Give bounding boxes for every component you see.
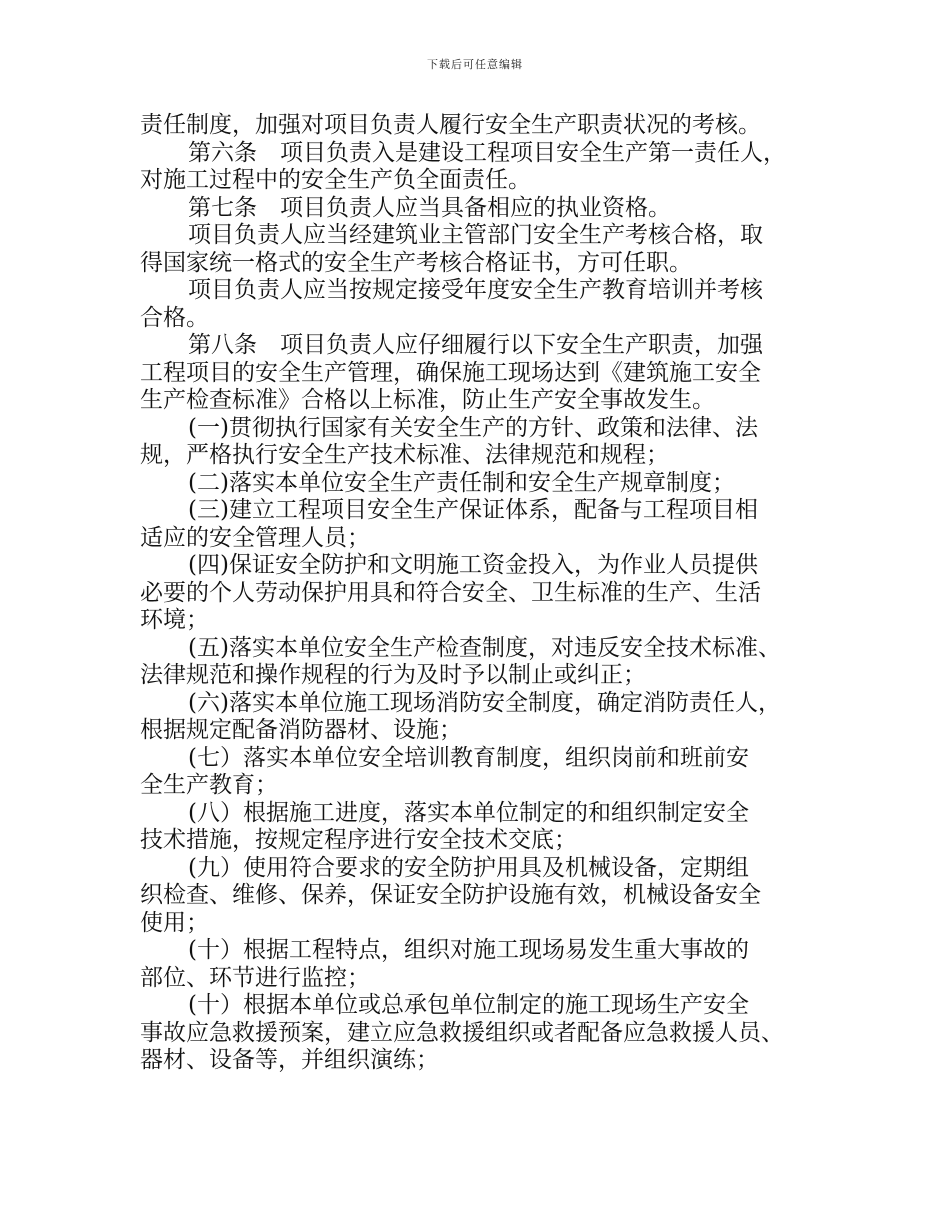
text-line: 必要的个人劳动保护用具和符合安全、卫生标准的生产、生活 xyxy=(140,579,761,606)
text-line: (八）根据施工进度，落实本单位制定的和组织制定安全 xyxy=(188,799,749,826)
text-line: 工程项目的安全生产管理，确保施工现场达到《建筑施工安全 xyxy=(140,359,761,386)
text-line: 法律规范和操作规程的行为及时予以制止或纠正； xyxy=(140,662,646,688)
text-line: (六)落实本单位施工现场消防安全制度，确定消防责任人， xyxy=(188,689,781,716)
text-line: 适应的安全管理人员； xyxy=(140,524,370,551)
text-line: (一)贯彻执行国家有关安全生产的方针、政策和法律、法 xyxy=(188,414,758,441)
text-line: 项目负责人应当按规定接受年度安全生产教育培训并考核 xyxy=(188,277,763,303)
text-line: 器材、设备等，并组织演练； xyxy=(140,1047,439,1073)
text-line: 第八条 项目负责人应仔细履行以下安全生产职责，加强 xyxy=(188,332,763,358)
text-line: (十）根据本单位或总承包单位制定的施工现场生产安全 xyxy=(188,992,749,1018)
text-line: 使用； xyxy=(140,909,209,936)
text-line: (五)落实本单位安全生产检查制度，对违反安全技术标准、 xyxy=(188,634,781,661)
text-line: 规，严格执行安全生产技术标准、法律规范和规程； xyxy=(140,442,669,468)
text-line: 项目负责人应当经建筑业主管部门安全生产考核合格，取 xyxy=(188,222,763,248)
text-line: 织检查、维修、保养，保证安全防护设施有效，机械设备安全 xyxy=(140,882,761,908)
text-line: (十）根据工程特点，组织对施工现场易发生重大事故的 xyxy=(188,937,749,963)
document-body xyxy=(140,112,830,1075)
text-line: (二)落实本单位安全生产责任制和安全生产规章制度； xyxy=(188,469,735,496)
text-line: (七）落实本单位安全培训教育制度，组织岗前和班前安 xyxy=(188,744,749,771)
text-line: 环境； xyxy=(140,607,209,633)
page-header: 下载后可任意编辑 xyxy=(427,58,523,71)
text-line: 第六条 项目负责入是建设工程项目安全生产第一责任人， xyxy=(188,139,786,166)
text-line: 技术措施，按规定程序进行安全技术交底； xyxy=(140,827,577,853)
text-line: 责任制度，加强对项目负责人履行安全生产职责状况的考核。 xyxy=(140,112,761,138)
text-line: 得国家统一格式的安全生产考核合格证书，方可任职。 xyxy=(140,249,692,276)
text-line: 对施工过程中的安全生产负全面责任。 xyxy=(140,167,531,193)
text-line: 事故应急救援预案，建立应急救援组织或者配备应急救援人员、 xyxy=(140,1019,784,1046)
text-line: (九）使用符合要求的安全防护用具及机械设备，定期组 xyxy=(188,854,749,881)
text-line: 合格。 xyxy=(140,304,209,331)
text-line: 部位、环节进行监控； xyxy=(140,964,370,991)
text-line: (三)建立工程项目安全生产保证体系，配备与工程项目相 xyxy=(188,497,758,523)
text-line: 第七条 项目负责人应当具备相应的执业资格。 xyxy=(188,194,671,221)
text-line: 根据规定配备消防器材、设施； xyxy=(140,717,462,743)
text-line: (四)保证安全防护和文明施工资金投入，为作业人员提供 xyxy=(188,552,758,578)
text-line: 全生产教育； xyxy=(140,772,278,798)
text-line: 生产检查标准》合格以上标准，防止生产安全事故发生。 xyxy=(140,387,715,413)
